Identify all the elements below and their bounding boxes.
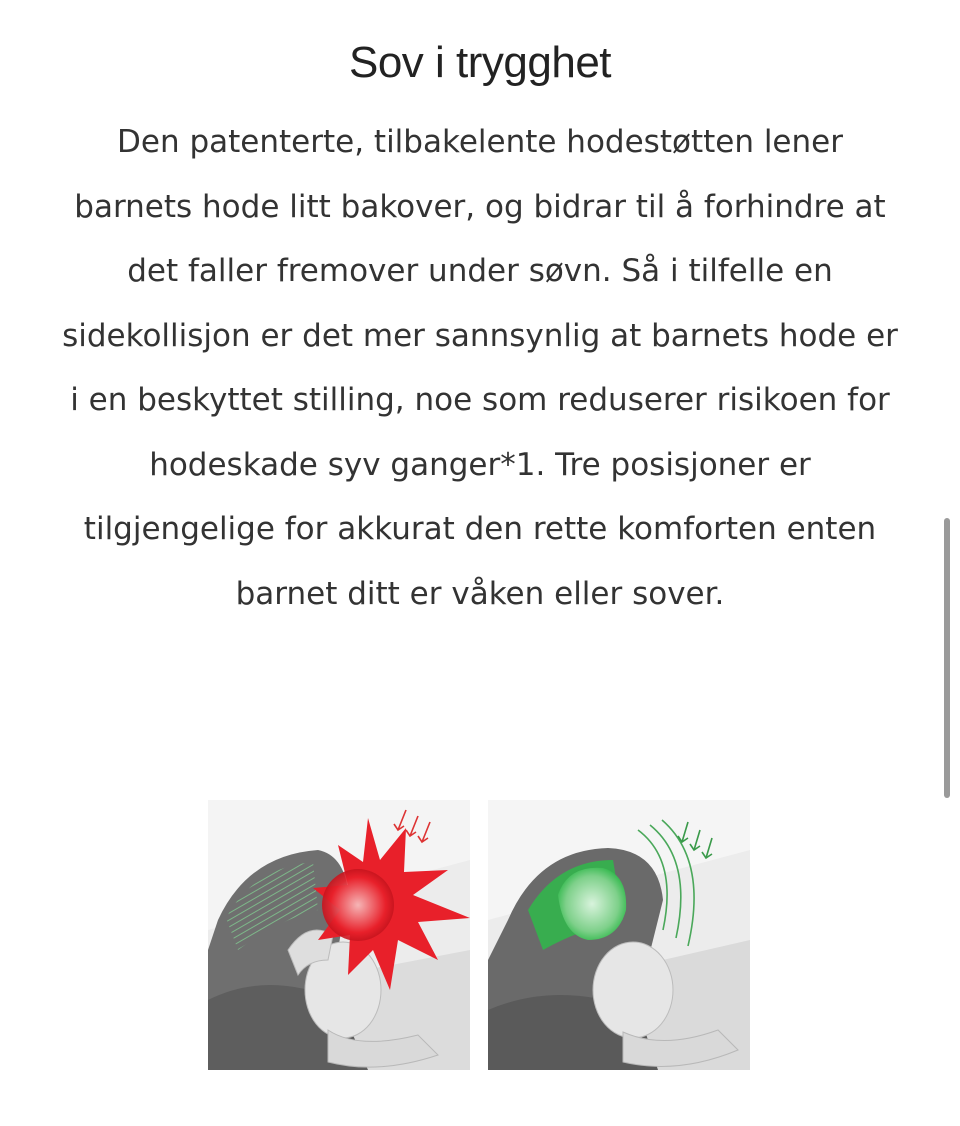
paragraph-line: det faller fremover under søvn. Så i tilfelle en (127, 253, 833, 289)
impact-burst-icon (208, 800, 470, 1070)
page-title: Sov i trygghet (348, 38, 612, 88)
paragraph-line: sidekollisjon er det mer sannsynlig at barnets hode er (62, 317, 898, 354)
illustration-unprotected-head (208, 800, 470, 1070)
protected-head-icon (488, 800, 750, 1070)
illustration-protected-head (488, 800, 750, 1070)
paragraph-line: barnets hode litt bakover, og bidrar til å forhindre at (74, 188, 886, 225)
paragraph-line: Den patenterte, tilbakelente hodestøtten lener (117, 124, 843, 160)
paragraph-line: barnet ditt er våken eller sover. (235, 575, 725, 612)
paragraph-line: i en beskyttet stilling, noe som reduserer risikoen for (70, 382, 890, 418)
paragraph-line: hodeskade syv ganger*1. Tre posisjoner er (149, 446, 811, 483)
scrollbar-thumb[interactable] (944, 518, 950, 798)
paragraph-line: tilgjengelige for akkurat den rette komforten enten (83, 511, 877, 547)
description-paragraph (20, 110, 940, 626)
